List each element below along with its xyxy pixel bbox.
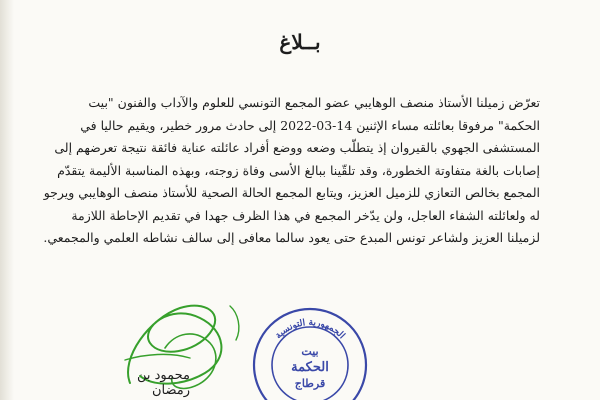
body-line: المجمع بخالص التعازي للزميل العزيز، ويتابع المجمع الحالة الصحية للأستاذ منصف الوهايبي ويرجو	[43, 185, 540, 200]
document-body	[43, 92, 540, 250]
stamp-line-3: قرطاج	[294, 377, 326, 390]
body-line: له ولعائلته الشفاء العاجل، ولن يدّخر المجمع في هذا الظرف جهدا في تقديم الإحاطة اللازمة	[71, 207, 540, 223]
body-line: لزميلنا العزيز ولشاعر تونس المبدع حتى يعود سالما معافى إلى سالف نشاطه العلمي والمجمعي.	[43, 230, 540, 245]
body-line: الحكمة" مرفوقا بعائلته مساء الإثنين 14-03-2022 إلى حادث مرور خطير، ويقيم حاليا في	[80, 117, 540, 133]
body-line: المستشفى الجهوي بالقيروان إذ يتطلّب وضعه ووضع أفراد عائلته عناية فائقة نتيجة تعرضهم إلى	[54, 140, 540, 155]
official-stamp	[250, 305, 370, 400]
signatory-name: محمود بن رمضان	[136, 368, 190, 398]
scan-edge-shadow	[0, 0, 14, 400]
stamp-line-1: بيت	[301, 345, 319, 358]
document-title: بــلاغ	[279, 30, 321, 54]
body-line: تعرّض زميلنا الأستاذ منصف الوهايبي عضو المجمع التونسي للعلوم والآداب والفنون "بيت	[88, 95, 540, 110]
stamp-line-2: الحكمة	[291, 360, 329, 375]
body-line: إصابات بالغة متفاوتة الخطورة، وقد تلقّينا ببالغ الأسى وفاة زوجته، وبهذه المناسبة الأليمة يتقدّم	[57, 162, 540, 178]
stamp-outer-text: الجمهورية التونسية	[273, 317, 347, 342]
